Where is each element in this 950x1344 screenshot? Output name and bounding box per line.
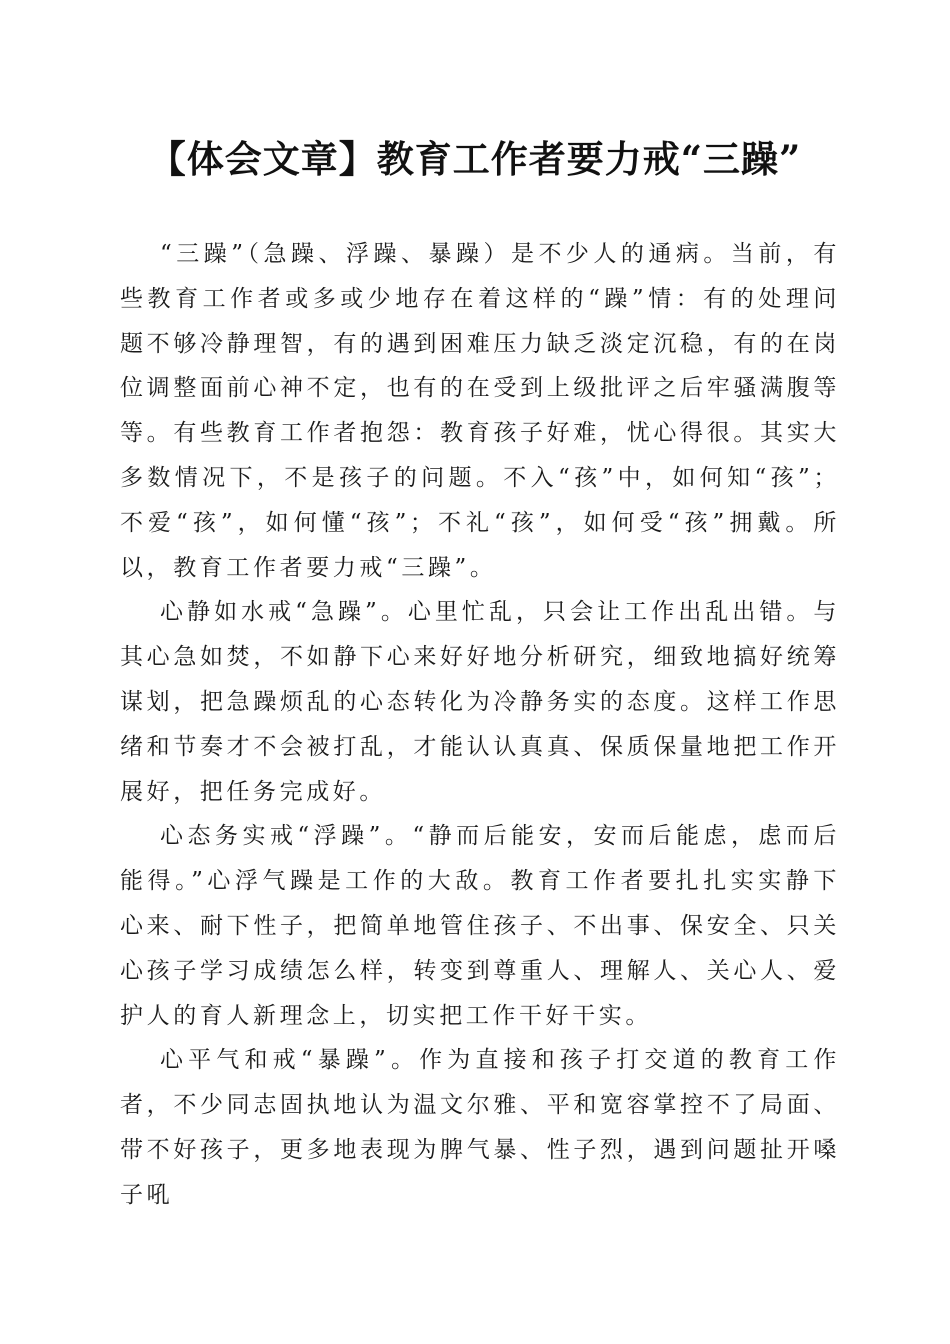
document-body	[120, 232, 840, 1218]
paragraph-jizao: 心静如水戒“急躁”。心里忙乱，只会让工作出乱出错。与其心急如焚，不如静下心来好好地分析研究，细致地搞好统筹谋划，把急躁烦乱的心态转化为冷静务实的态度。这样工作思绪和节奏才不会被打乱，才能认认真真、保质保量地把工作开展好，把任务完成好。	[120, 599, 840, 805]
paragraph-fuzao: 心态务实戒“浮躁”。“静而后能安，安而后能虑，虑而后能得。”心浮气躁是工作的大敌。教育工作者要扎扎实实静下心来、耐下性子，把简单地管住孩子、不出事、保安全、只关心孩子学习成绩怎么样，转变到尊重人、理解人、关心人、爱护人的育人新理念上，切实把工作干好干实。	[120, 823, 840, 1029]
paragraph-intro: “三躁”（急躁、浮躁、暴躁）是不少人的通病。当前，有些教育工作者或多或少地存在着这样的“躁”情：有的处理问题不够冷静理智，有的遇到困难压力缺乏淡定沉稳，有的在岗位调整面前心神不定，也有的在受到上级批评之后牢骚满腹等等。有些教育工作者抱怨：教育孩子好难，忧心得很。其实大多数情况下，不是孩子的问题。不入“孩”中，如何知“孩”；不爱“孩”，如何懂“孩”；不礼“孩”，如何受“孩”拥戴。所以，教育工作者要力戒“三躁”。	[120, 241, 840, 581]
document-title: 【体会文章】教育工作者要力戒“三躁”	[148, 137, 802, 181]
paragraph-baozao: 心平气和戒“暴躁”。作为直接和孩子打交道的教育工作者，不少同志固执地认为温文尔雅、平和宽容掌控不了局面、带不好孩子，更多地表现为脾气暴、性子烈，遇到问题扯开嗓子吼	[120, 1047, 840, 1208]
